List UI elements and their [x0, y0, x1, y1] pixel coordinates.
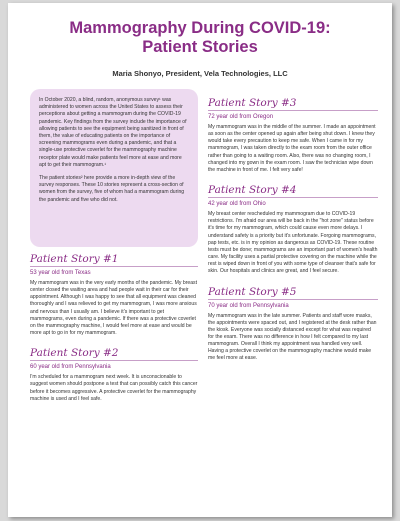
- page-title: [8, 19, 392, 57]
- patient-story-1: [30, 253, 198, 337]
- intro-callout: [30, 89, 198, 247]
- patient-story-3: [208, 97, 378, 174]
- left-column: [30, 253, 198, 413]
- story-body: My mammogram was in the late summer. Patients and staff wore masks, the appointments were spaced out, and I registered at the desk rather than the kiosk. Everyone was socially distanced except for what was required for the exam. There was no difference in how I felt compared to my last mammogram. Overall I think my appointment was handled very well. Having a protective coverlet on the mammography machine would make me feel more at ease.: [208, 312, 377, 362]
- patient-story-5: [208, 286, 378, 363]
- author-byline: Maria Shonyo, President, Vela Technologies, LLC: [112, 69, 288, 78]
- intro-paragraph-1: In October 2020, a blind, random, anonymous survey¹ was administered to women across the United States to assess their perceptions about getting a mammogram during the COVID-19 pandemic. Key findings from the survey include the importance of allowing patients to see the equipment being sanitized in front of them, the value of educating patients on the importance of screening mammograms even during a pandemic, and that a single-use protective coverlet for the mammography machine receptor plate would make patients feel more at ease and more apt to get their mammogram.¹: [39, 97, 187, 168]
- title-line-1: Mammography During COVID-19:: [69, 19, 331, 37]
- title-line-2: Patient Stories: [142, 38, 258, 56]
- story-title: Patient Story #2: [30, 347, 198, 361]
- story-title: Patient Story #1: [30, 253, 198, 267]
- story-subtitle: 60 year old from Pennsylvania: [30, 364, 111, 371]
- story-body: My breast center rescheduled my mammogram due to COVID-19 restrictions. I'm afraid our area will be back in the "hot zone" status before it's time for my mammogram, which could cause even more delays. I understand safety is a priority but it's unfortunate. Forgoing mammograms, pap tests, etc. is in my opinion as dangerous as COVID-19. These routine tests must be done; mammograms are an important part of women's health care. My facility uses a partial protective covering on the machine while the rest is wiped down in front of you with some type of cleanser that's safe for skin. Our hospitals and clinics are great, and I feel secure.: [208, 211, 378, 275]
- intro-paragraph-2: The patient stories² here provide a more in-depth view of the survey responses. These 10 stories represent a cross-section of women from the survey, five of whom had a mammogram during the pandemic and five who did not.: [39, 175, 185, 203]
- story-subtitle: 53 year old from Texas: [30, 270, 91, 276]
- right-column: [208, 97, 378, 373]
- patient-story-2: [30, 347, 198, 403]
- patient-story-4: [208, 184, 378, 275]
- story-body: My mammogram was in the middle of the summer. I made an appointment as soon as the center opened up again after being shut down. I knew they would take every precaution to keep me safe. When I came in for my mammogram, I was taken directly to the exam room from the outer office rather than going to a waiting room. Also, there was no changing room, I changed into my gown in the exam room. I saw the technician wipe down the machine in front of me. I felt very safe!: [208, 124, 376, 173]
- story-subtitle: 70 year old from Pennsylvania: [208, 302, 289, 309]
- document-page: [8, 3, 392, 517]
- story-body: My mammogram was in the very early months of the pandemic. My breast center closed the waiting area and had people wait in their car for their appointment. Although I was happy to see that all equipment was cleaned thoroughly and I was relieved to get my mammogram, I was more anxious and nervous than I usually am. I believe it's important to get mammograms, even during a pandemic. If there was a protective coverlet on the mammography machine, I would feel more at ease and would be more apt to go in for my mammogram.: [30, 280, 198, 337]
- story-body: I'm scheduled for a mammogram next week. It is unconscionable to suggest women should postpone a test that can possibly catch this cancer before it becomes aggressive. A protective coverlet for the mammography machine is used and I feel safe.: [30, 374, 198, 402]
- story-title: Patient Story #4: [208, 184, 378, 198]
- story-subtitle: 72 year old from Oregon: [208, 114, 274, 120]
- story-subtitle: 42 year old from Ohio: [208, 201, 266, 208]
- story-title: Patient Story #5: [208, 286, 378, 300]
- story-title: Patient Story #3: [208, 97, 378, 111]
